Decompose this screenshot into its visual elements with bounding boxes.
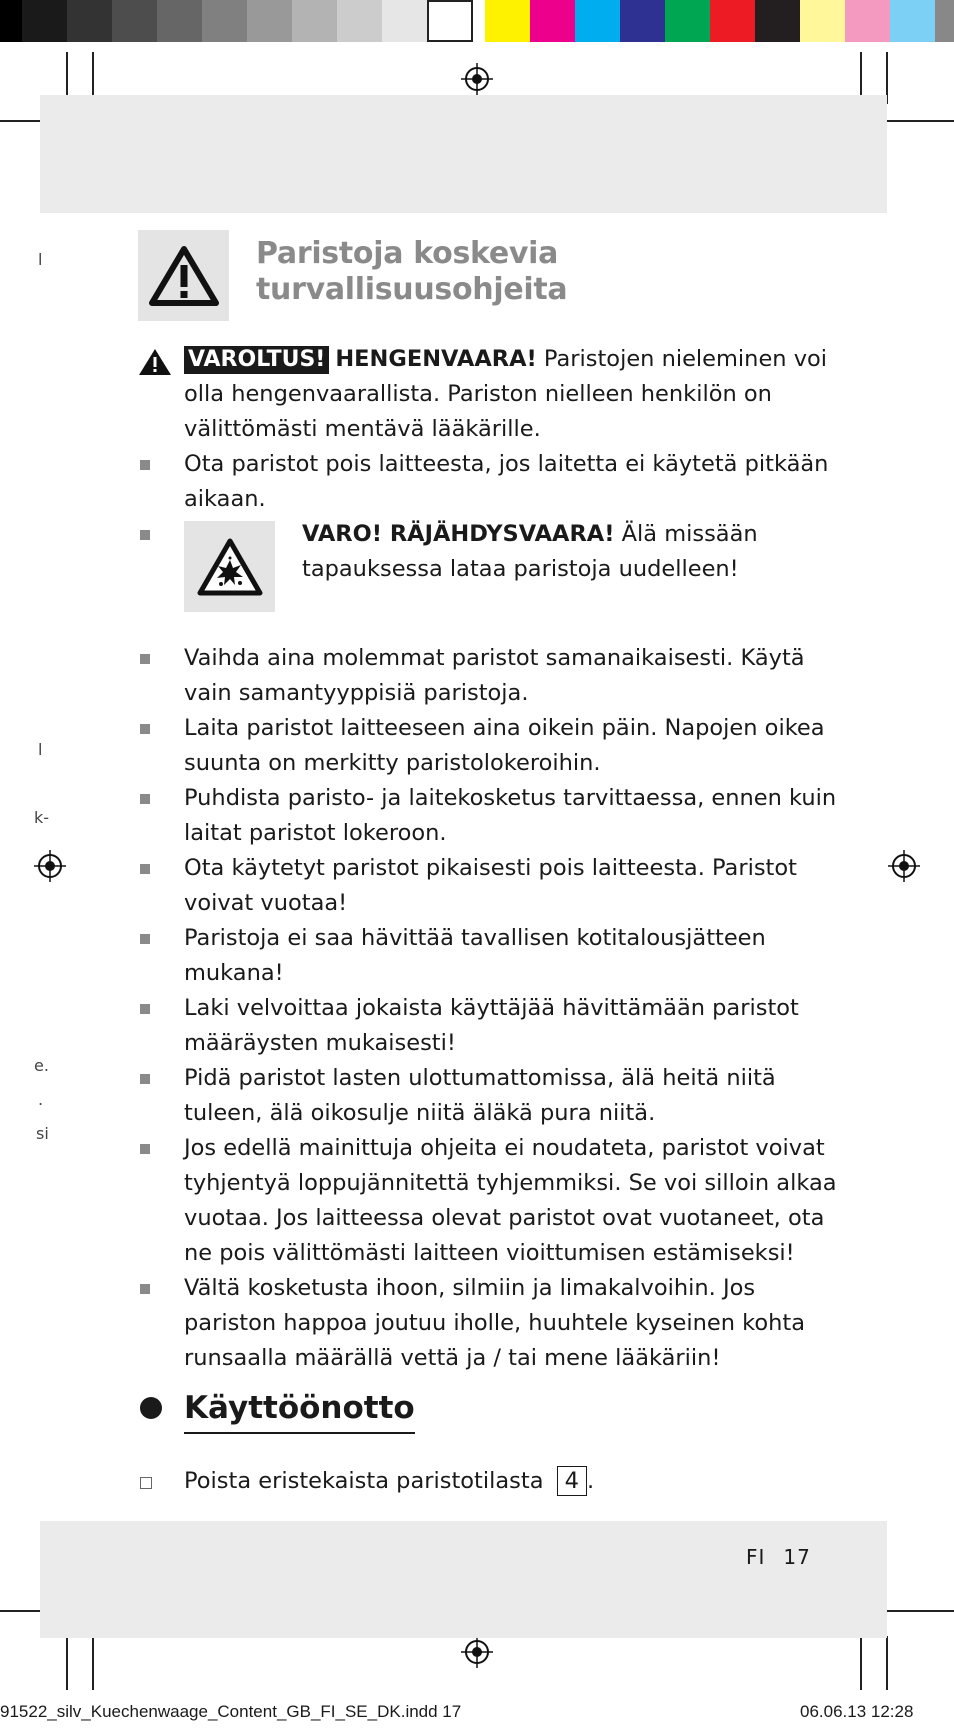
step-text: Poista eristekaista paristotilasta [184,1468,544,1494]
crop-mark [66,1636,68,1690]
gray-swatch [382,0,427,44]
bullet-square [140,934,150,944]
page-lang: FI [746,1545,766,1569]
bullet-square [140,460,150,470]
crop-mark [860,1636,862,1690]
list-item [138,1061,838,1131]
pink-swatch [845,0,890,44]
item-text: Ota paristot pois laitteesta, jos laitetta ei käytetä pitkään aikaan. [184,451,829,512]
bullet-square [140,864,150,874]
explosion-warning-icon [197,538,263,596]
registration-mark-icon [888,850,920,882]
item-text: Jos edellä mainittuja ohjeita ei noudateta, paristot voivat tyhjentyä loppujännitettä tyhjemmiksi. Se voi silloin alkaa vuotaa. Jos laitteessa olevat paristot ovat vuotaneet, ota ne pois välittömästi laitteen vioittumisen estämiseksi! [184,1135,837,1266]
date-slug: 06.06.13 12:28 [800,1702,914,1721]
part-ref-box: 4 [557,1466,587,1496]
step-checkbox-icon [140,1477,152,1489]
crop-mark [886,1636,888,1690]
crop-mark [880,120,954,122]
gray-end-swatch [935,0,954,44]
registration-mark-icon [461,1636,493,1668]
light-cyan-swatch [890,0,935,44]
bullet-square [140,654,150,664]
black-swatch [755,0,800,44]
step-text-wrap [184,1464,594,1499]
green-swatch [665,0,710,44]
item-text: Vaihda aina molemmat paristot samanaikaisesti. Käytä vain samantyyppisiä paristoja. [184,645,805,706]
item-text: Pidä paristot lasten ulottumattomissa, älä heitä niitä tuleen, älä oikosulje niitä äläkä pura niitä. [184,1065,776,1126]
bullet-square [140,794,150,804]
step-after: . [586,1468,595,1494]
bullet-square [140,1004,150,1014]
gray-swatch [67,0,112,44]
gray-swatch [112,0,157,44]
warning-small-icon [138,348,172,376]
item-text: Vältä kosketusta ihoon, silmiin ja limakalvoihin. Jos pariston happoa joutuu iholle, huuhtele kyseinen kohta runsaalla määrällä vettä ja / tai mene lääkäriin! [184,1275,806,1371]
gray-swatch [247,0,292,44]
heading-text: Käyttöönotto [184,1388,415,1434]
list-item [138,447,838,517]
bullet-square [140,1284,150,1294]
footer-band [40,1521,887,1638]
explosion-body: Älä missään tapauksessa lataa paristoja uudelleen! [302,521,758,582]
page-number [746,1545,811,1569]
list-item [138,781,838,851]
danger-label: HENGENVAARA! [335,346,537,372]
red-swatch [710,0,755,44]
warning-triangle-icon [149,245,219,307]
bullet-square [140,1144,150,1154]
cyan-swatch [575,0,620,44]
item-text: Laita paristot laitteeseen aina oikein päin. Napojen oikea suunta on merkitty paristolokeroihin. [184,715,825,776]
list-item [138,921,838,991]
yellow-swatch [485,0,530,44]
margin-fragment: e. [34,1056,49,1075]
section-title [256,236,567,308]
crop-mark [880,1610,954,1612]
header-band [40,95,887,213]
heading-bullet-dot [140,1397,162,1419]
gray-swatch [0,0,22,44]
item-text: Laki velvoittaa jokaista käyttäjää hävittämään paristot määräysten mukaisesti! [184,995,799,1056]
file-slug: 91522_silv_Kuechenwaage_Content_GB_FI_SE_DK.indd 17 [0,1702,462,1721]
crop-mark [92,1636,94,1690]
margin-fragment: l [38,250,43,269]
explosion-strong: VARO! RÄJÄHDYSVAARA! [302,521,615,547]
bullet-square [140,530,150,540]
bullet-square [140,724,150,734]
magenta-swatch [530,0,575,44]
light-yellow-swatch [800,0,845,44]
warning-text: Paristojen nieleminen voi olla hengenvaarallista. Pariston nielleen henkilön on välittömästi mentävä lääkärille. [184,346,828,442]
item-text: Puhdista paristo- ja laitekosketus tarvittaessa, ennen kuin laitat paristot lokeroon. [184,785,837,846]
safety-section [138,230,837,1371]
section-header [138,230,818,322]
list-item [138,851,838,921]
gray-swatch [292,0,337,44]
gray-swatch [337,0,382,44]
item-text: Paristoja ei saa hävittää tavallisen kotitalousjätteen mukana! [184,925,766,986]
blue-swatch [620,0,665,44]
bullet-square [140,1074,150,1084]
safety-list [138,342,838,1376]
list-item [138,641,838,711]
list-item [138,1131,838,1271]
white-swatch [427,0,473,42]
margin-fragment: l [38,740,43,759]
list-item [138,711,838,781]
list-item-warning [138,342,838,447]
registration-mark-icon [461,63,493,95]
gray-swatch [157,0,202,44]
explosion-icon-box [184,521,275,612]
section-title-line1: Paristoja koskevia [256,236,559,271]
registration-mark-icon [34,850,66,882]
warning-icon-box [138,230,229,321]
print-color-bar [0,0,954,46]
margin-fragment: k- [34,808,50,827]
margin-fragment: si [36,1124,49,1143]
section-title-line2: turvallisuusohjeita [256,272,568,307]
margin-fragment: . [38,1090,44,1109]
gray-swatch [22,0,67,44]
list-item-explosion [138,517,838,641]
list-item [138,991,838,1061]
gray-swatch [202,0,247,44]
list-item [138,1271,838,1376]
varoltus-label: VAROLTUS! [184,346,329,374]
item-text: Ota käytetyt paristot pikaisesti pois laitteesta. Paristot voivat vuotaa! [184,855,797,916]
page-num: 17 [783,1545,811,1569]
explosion-text [302,517,822,587]
